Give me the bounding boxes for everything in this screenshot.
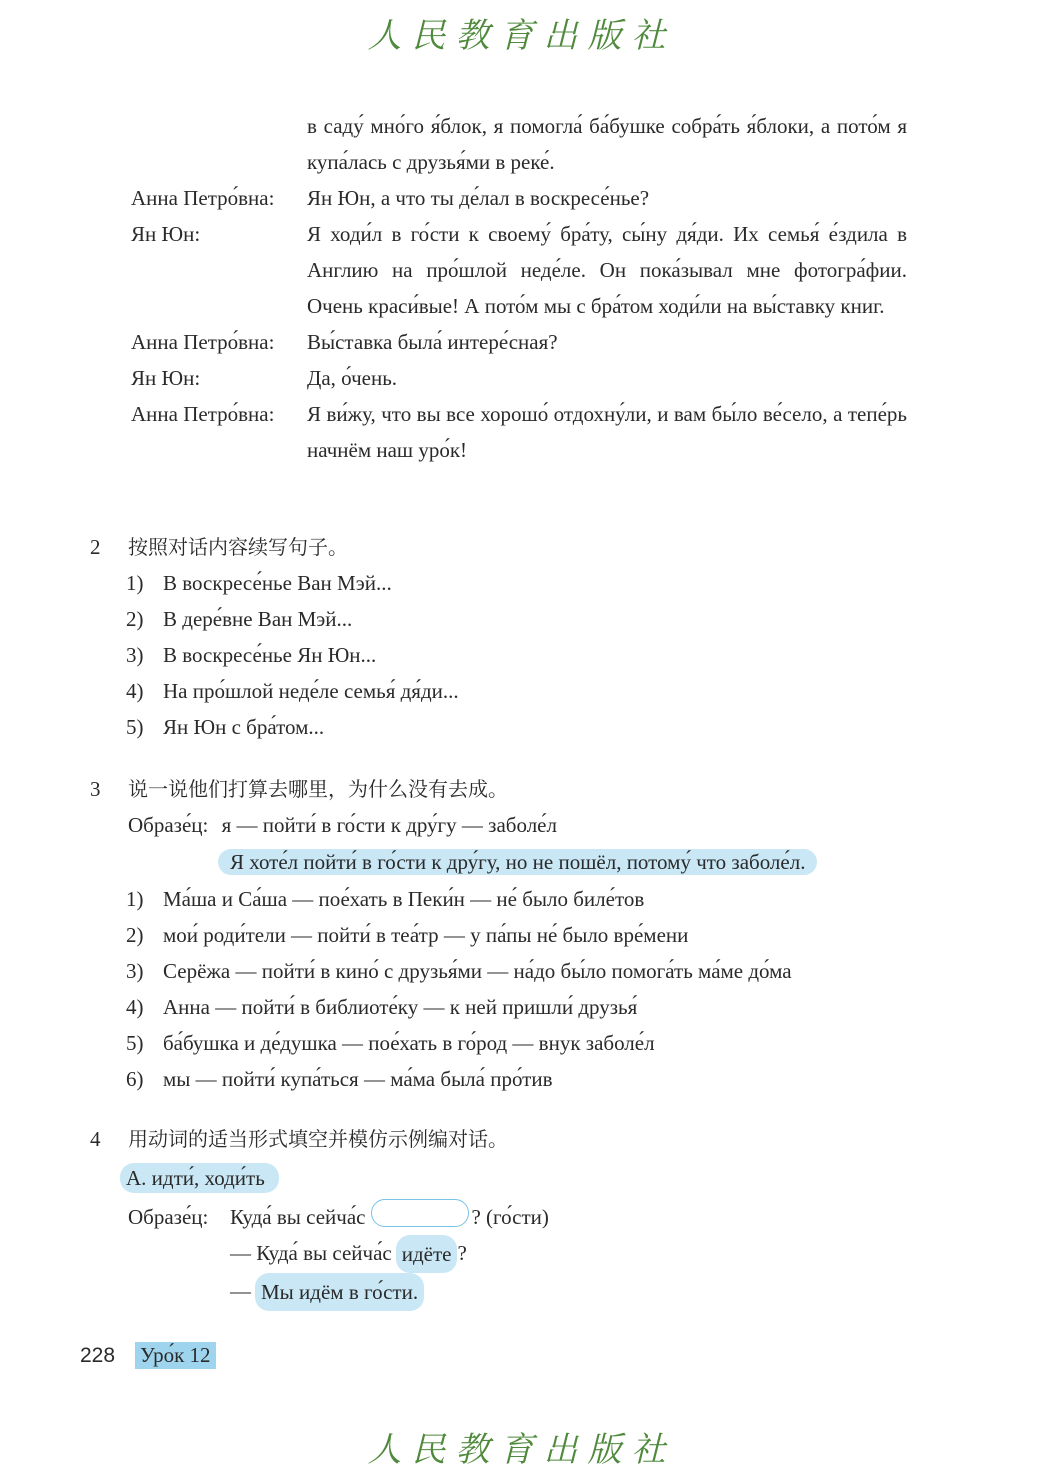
item-number: 1) <box>126 887 144 911</box>
dash: — <box>230 1279 251 1303</box>
task-items <box>126 881 958 1097</box>
example-line-2 <box>128 1235 958 1273</box>
task-4 <box>88 1121 958 1311</box>
list-item <box>126 637 958 673</box>
item-text: На про́шлой неде́ле семья́ дя́ди... <box>163 679 459 703</box>
list-item <box>126 709 958 745</box>
task-3 <box>88 771 958 1097</box>
item-number: 1) <box>126 571 144 595</box>
item-text: Анна — пойти́ в библиоте́ку — к ней пришли́ друзья́ <box>163 995 638 1019</box>
item-text: Ма́ша и Са́ша — пое́хать в Пеки́н — не́ было биле́тов <box>163 887 645 911</box>
example-question-row <box>128 1199 958 1235</box>
speech: Я ви́жу, что вы все хорошо́ отдохну́ли, и вам бы́ло ве́село, а тепе́рь начнём наш уро́к! <box>307 402 907 462</box>
task-header <box>88 771 958 807</box>
list-item <box>126 881 958 917</box>
speech: Ян Юн, а что ты де́лал в воскресе́нье? <box>307 186 650 210</box>
speaker: Анна Петро́вна: <box>131 402 275 426</box>
publisher-logo-top: 人民教育出版社 <box>367 16 676 56</box>
item-text: Ян Юн с бра́том... <box>163 715 325 739</box>
item-text: мои́ роди́тели — пойти́ в теа́тр — у па́пы не́ было вре́мени <box>163 923 689 947</box>
task-header <box>88 529 958 565</box>
speech: в саду́ мно́го я́блок, я помогла́ ба́бушке собра́ть я́блоки, а пото́м я купа́лась с друзья́ми в реке́. <box>307 114 907 174</box>
task-number: 2 <box>90 535 101 559</box>
example-dialogue <box>128 1199 958 1311</box>
speaker: Ян Юн: <box>131 222 201 246</box>
item-number: 3) <box>126 959 144 983</box>
task-title: 说一说他们打算去哪里，为什么没有去成。 <box>128 777 508 801</box>
example-label: Образе́ц: <box>128 1205 209 1229</box>
speaker: Анна Петро́вна: <box>131 330 275 354</box>
list-item <box>126 953 958 989</box>
list-item <box>126 1061 958 1097</box>
speech: Я ходи́л в го́сти к своему́ бра́ту, сы́ну дя́ди. Их семья́ е́здила в Англию на про́шлой неде́ле. Он пока́зывал мне фотогра́фии. Очень краси́вые! А пото́м мы с бра́том ходи́ли на вы́ставку книг. <box>307 222 907 318</box>
example-question: Куда́ вы сейча́с <box>230 1205 366 1229</box>
example-line-3 <box>128 1273 958 1311</box>
example-answer-row <box>218 843 958 881</box>
item-number: 3) <box>126 643 144 667</box>
speaker: Анна Петро́вна: <box>131 186 275 210</box>
example-answer: Я хоте́л пойти́ в го́сти к дру́гу, но не пошёл, потому́ что заболе́л. <box>218 849 817 875</box>
list-item <box>126 673 958 709</box>
item-text: В воскресе́нье Ван Мэй... <box>163 571 392 595</box>
answer-blank[interactable] <box>371 1199 469 1227</box>
example-answer: Мы идём в го́сти. <box>255 1273 424 1311</box>
publisher-logo-bottom: 人民教育出版社 <box>367 1430 676 1470</box>
dialogue <box>131 108 907 468</box>
dialogue-turn <box>131 360 907 396</box>
item-text: ба́бушка и де́душка — пое́хать в го́род — внук заболе́л <box>163 1031 655 1055</box>
dialogue-turn <box>131 108 907 180</box>
dialogue-turn <box>131 396 907 468</box>
example-hint: ? (го́сти) <box>471 1205 549 1229</box>
example-line-2-end: ? <box>457 1241 467 1265</box>
task-number: 4 <box>90 1127 101 1151</box>
subsection-label: А. идти́, ходи́ть <box>120 1163 279 1193</box>
task-title: 用动词的适当形式填空并模仿示例编对话。 <box>128 1127 508 1151</box>
task-items <box>126 565 958 745</box>
item-text: В воскресе́нье Ян Юн... <box>163 643 377 667</box>
item-number: 5) <box>126 1031 144 1055</box>
page-footer <box>80 1342 216 1369</box>
list-item <box>126 917 958 953</box>
list-item <box>126 601 958 637</box>
task-title: 按照对话内容续写句子。 <box>128 535 348 559</box>
item-number: 6) <box>126 1067 144 1091</box>
speaker: Ян Юн: <box>131 366 201 390</box>
item-text: мы — пойти́ купа́ться — ма́ма была́ про́тив <box>163 1067 553 1091</box>
example-line-2-text: — Куда́ вы сейча́с <box>230 1241 392 1265</box>
item-number: 4) <box>126 679 144 703</box>
item-number: 2) <box>126 923 144 947</box>
list-item <box>126 989 958 1025</box>
task-2 <box>88 529 958 745</box>
item-number: 4) <box>126 995 144 1019</box>
dialogue-turn <box>131 216 907 324</box>
list-item <box>126 1025 958 1061</box>
task-header <box>88 1121 958 1157</box>
example-prompt: я — пойти́ в го́сти к дру́гу — заболе́л <box>221 813 557 837</box>
example-label: Образе́ц: <box>128 813 209 837</box>
item-text: Серёжа — пойти́ в кино́ с друзья́ми — на́до бы́ло помога́ть ма́ме до́ма <box>163 959 792 983</box>
task-number: 3 <box>90 777 101 801</box>
speech: Вы́ставка была́ интере́сная? <box>307 330 558 354</box>
filled-verb: идёте <box>396 1235 458 1273</box>
dialogue-turn <box>131 180 907 216</box>
speaker <box>131 108 307 180</box>
item-number: 2) <box>126 607 144 631</box>
list-item <box>126 565 958 601</box>
lesson-label: Уро́к 12 <box>135 1342 215 1369</box>
item-text: В дере́вне Ван Мэй... <box>163 607 353 631</box>
speech: Да, о́чень. <box>307 366 398 390</box>
dialogue-turn <box>131 324 907 360</box>
example-prompt-row <box>128 807 958 843</box>
page-number: 228 <box>80 1343 116 1367</box>
item-number: 5) <box>126 715 144 739</box>
